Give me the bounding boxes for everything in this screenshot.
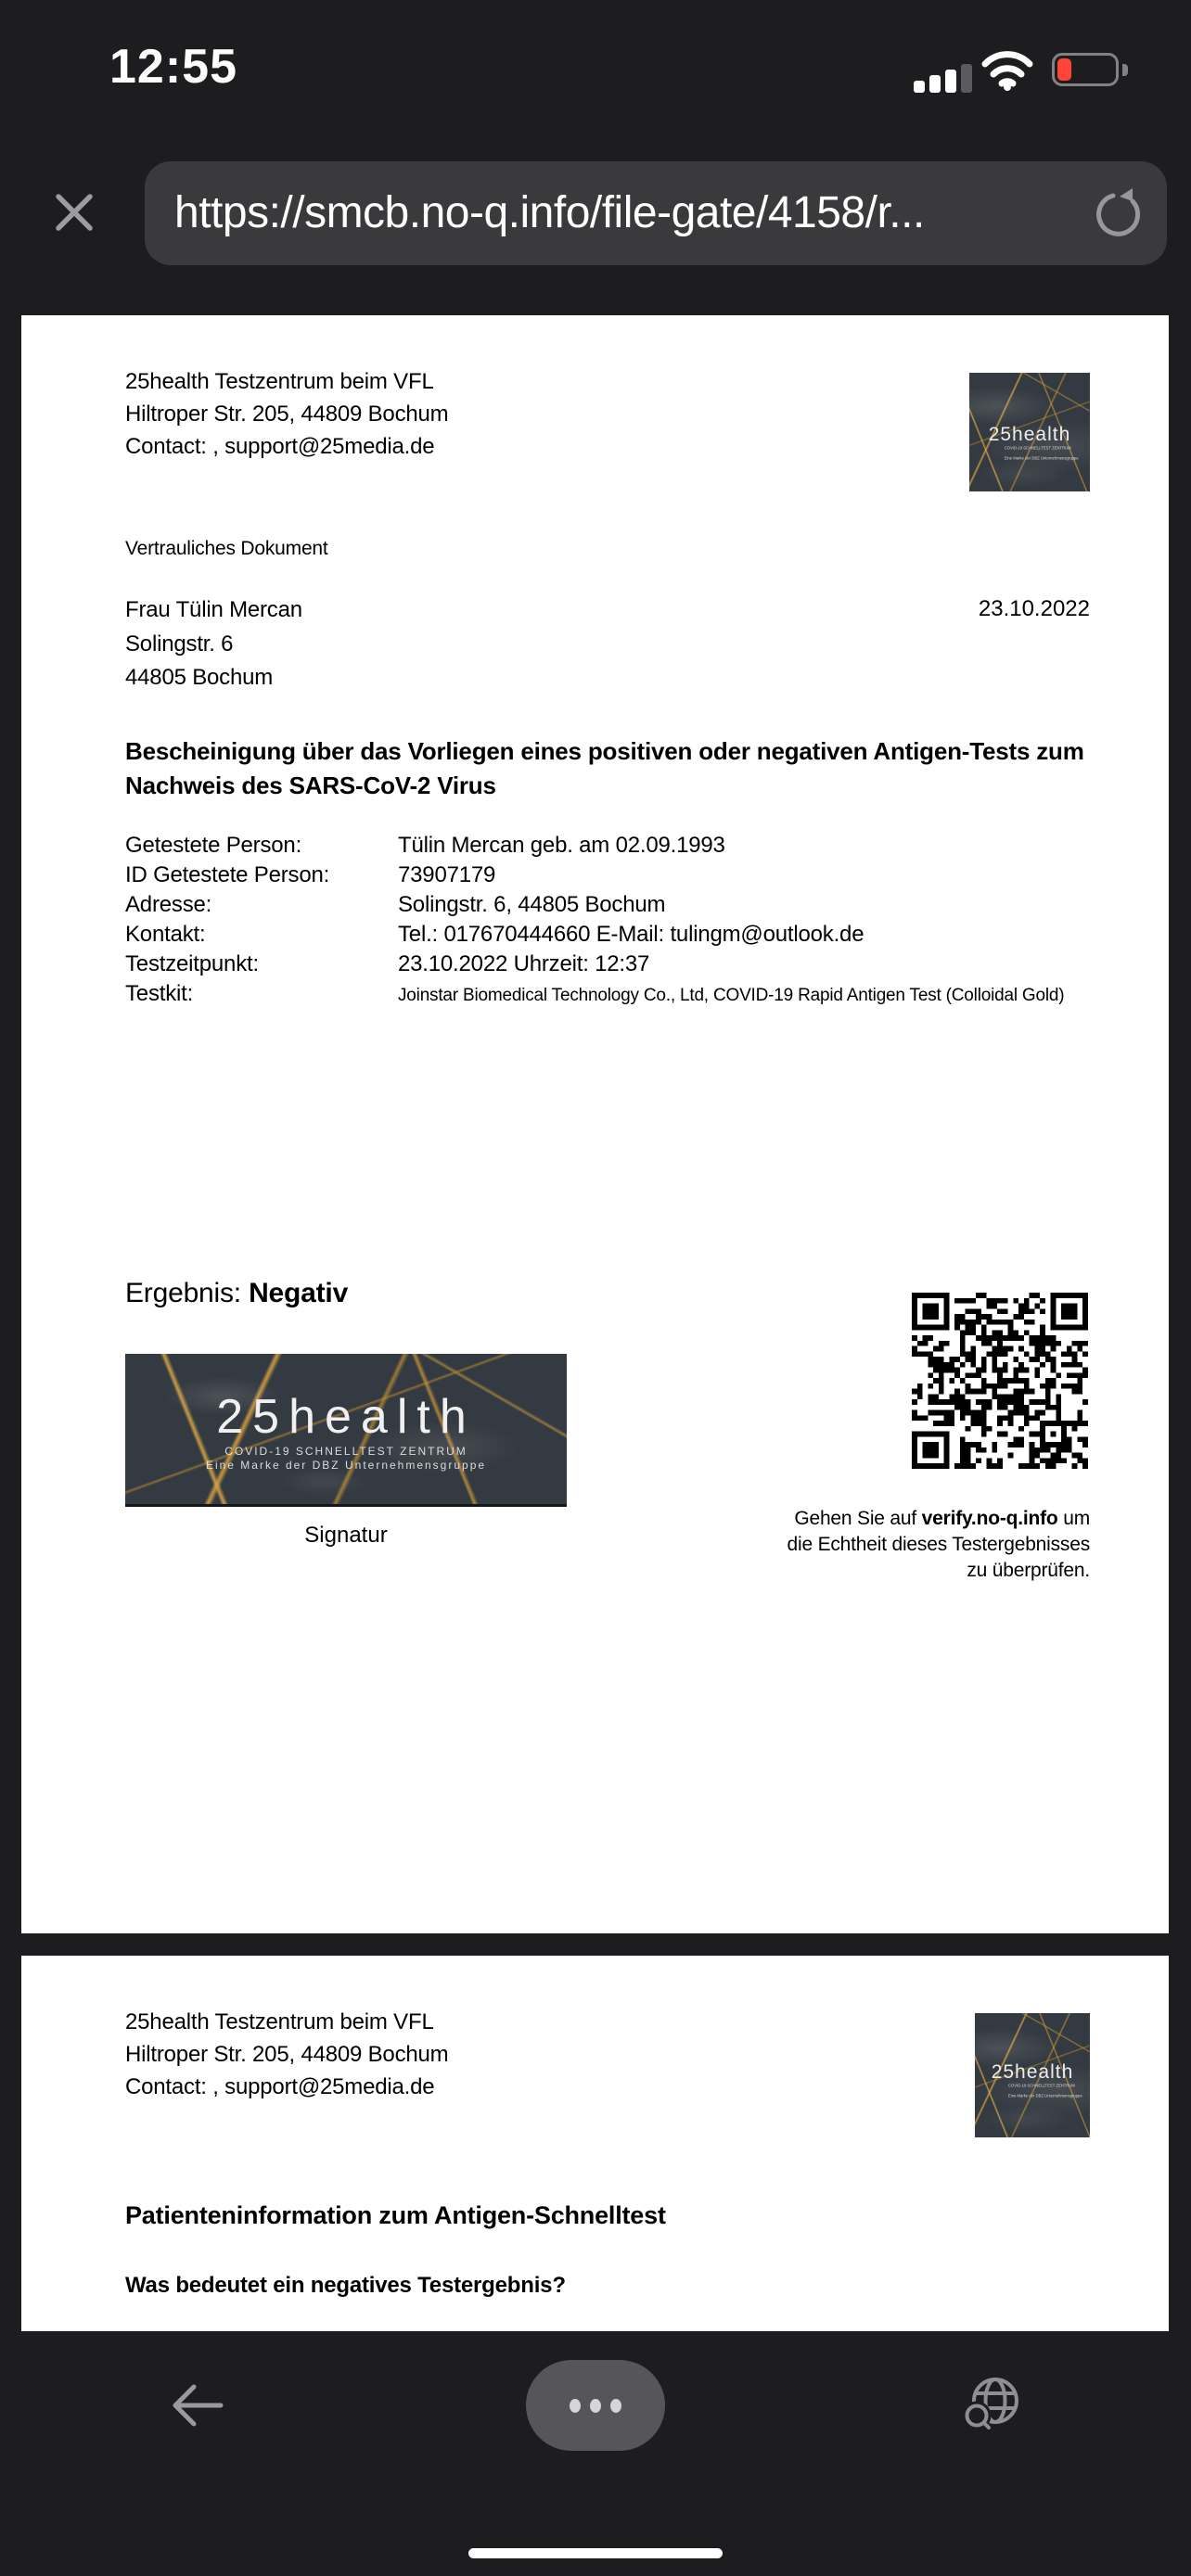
recipient-address [125,593,302,695]
org-address: Hiltroper Str. 205, 44809 Bochum [125,2042,449,2067]
test-result: Ergebnis: Negativ [125,1278,349,1308]
table-row: Adresse: Solingstr. 6, 44805 Bochum [125,892,666,917]
org-address: Hiltroper Str. 205, 44809 Bochum [125,402,449,427]
status-bar [0,0,1191,148]
close-icon[interactable] [49,187,99,237]
recipient-name: Frau Tülin Mercan [125,597,302,622]
org-name: 25health Testzentrum beim VFL [125,369,434,394]
patient-info-question: Was bedeutet ein negatives Testergebnis? [125,2273,566,2298]
open-in-browser-icon[interactable] [961,2374,1024,2437]
browser-toolbar-bottom [0,2331,1191,2576]
back-arrow-icon[interactable] [168,2376,227,2435]
confidential-label: Vertrauliches Dokument [125,538,328,559]
qr-code [912,1293,1088,1469]
url-text[interactable]: https://smcb.no-q.info/file-gate/4158/r... [174,188,925,237]
verify-domain: verify.no-q.info [921,1508,1058,1529]
table-row: Getestete Person: Tülin Mercan geb. am 02.09.1993 [125,833,725,858]
patient-info-title: Patienteninformation zum Antigen-Schnelltest [125,2201,666,2229]
certificate-title: Bescheinigung über das Vorliegen eines positiven oder negativen Antigen-Tests zum Nachweis des SARS-CoV-2 Virus [125,737,1084,799]
org-contact: Contact: , support@25media.de [125,2074,435,2099]
document-date: 23.10.2022 [978,596,1090,621]
test-details-table [125,831,1064,1009]
org-name: 25health Testzentrum beim VFL [125,2009,434,2034]
battery-level-low [1057,58,1071,81]
table-row: ID Getestete Person: 73907179 [125,862,496,887]
signature-image: 25health COVID-19 SCHNELLTEST ZENTRUM Eine Marke der DBZ Unternehmensgruppe [125,1354,567,1507]
verify-instructions: Gehen Sie auf verify.no-q.info um die Echtheit dieses Testergebnisses zu überprüfen. [787,1508,1090,1581]
url-bar[interactable] [145,161,1167,265]
recipient-street: Solingstr. 6 [125,631,234,657]
company-logo: 25health COVID-19 SCHNELLTEST ZENTRUM Eine Marke der DBZ Unternehmensgruppe [969,373,1090,491]
pdf-page-2[interactable] [21,1956,1169,2331]
recipient-city: 44805 Bochum [125,665,274,690]
pdf-page-1[interactable] [21,315,1169,1933]
org-contact: Contact: , support@25media.de [125,434,435,459]
home-indicator[interactable] [468,2548,723,2558]
reload-icon[interactable] [1093,186,1146,240]
cellular-signal-icon [914,57,973,93]
signature-caption: Signatur [304,1523,388,1548]
result-value: Negativ [249,1278,349,1308]
battery-icon [1052,53,1130,87]
table-row: Testkit: Joinstar Biomedical Technology Co., Ltd, COVID-19 Rapid Antigen Test (Colloidal Gold) [125,981,1065,1006]
browser-chrome-top [0,148,1191,287]
wifi-icon [981,50,1033,96]
document-header [125,365,448,463]
table-row: Testzeitpunkt: 23.10.2022 Uhrzeit: 12:37 [125,951,650,976]
document-header [125,2006,448,2103]
table-row: Kontakt: Tel.: 017670444660 E-Mail: tulingm@outlook.de [125,922,864,947]
status-time: 12:55 [109,40,237,94]
more-options-button[interactable] [526,2360,665,2451]
company-logo: 25health COVID-19 SCHNELLTEST ZENTRUM Eine Marke der DBZ Unternehmensgruppe [975,2013,1090,2137]
